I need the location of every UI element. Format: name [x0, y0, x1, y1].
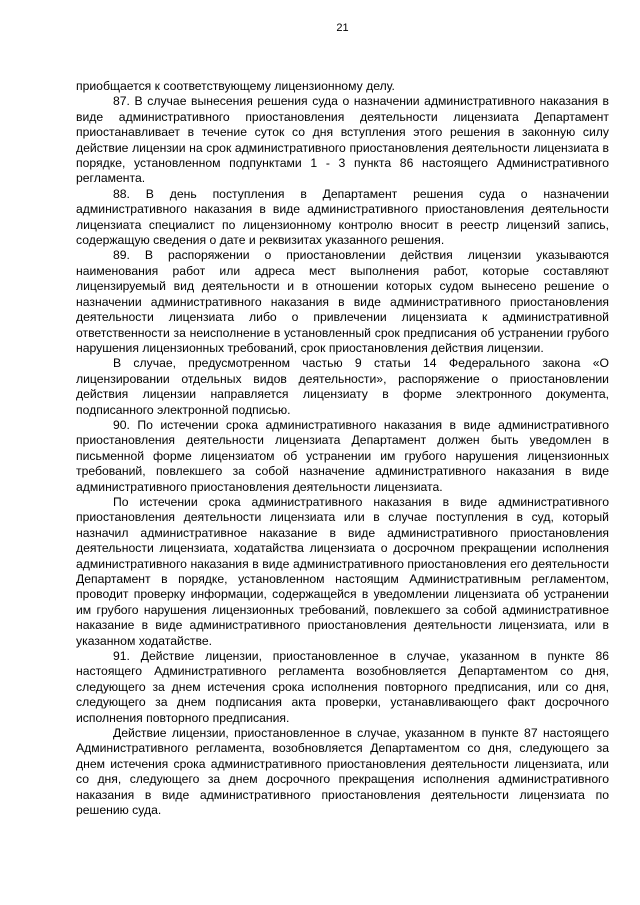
paragraph-continuation: приобщается к соответствующему лицензионному делу. — [76, 79, 395, 93]
page-number: 21 — [336, 22, 349, 34]
paragraph-87: 87. В случае вынесения решения суда о назначении административного наказания в виде административного приостановления деятельности лицензиата Департамент приостанавливает в течение суток со дня вступления этого решения в законную силу действие лицензии на срок административного приостановления деятельности лицензиата в порядке, установленном подпунктами 1 - 3 пункта 86 настоящего Административного регламента. — [76, 94, 609, 186]
paragraph-90: 90. По истечении срока административного наказания в виде административного приостановления деятельности лицензиата Департамент должен быть уведомлен в письменной форме лицензиатом об устранении им грубого нарушения лицензионных требований, повлекшего за собой назначение административного наказания в виде административного приостановления деятельности лицензиата. — [76, 417, 609, 494]
paragraph-89-electronic: В случае, предусмотренном частью 9 статьи 14 Федерального закона «О лицензировании отдельных видов деятельности», распоряжение о приостановлении действия лицензии направляется лицензиату в форме электронного документа, подписанного электронной подписью. — [76, 356, 609, 417]
paragraph-91: 91. Действие лицензии, приостановленное в случае, указанном в пункте 86 настоящего Административного регламента возобновляется Департаментом со дня, следующего за днем истечения срока исполнения повторного предписания, или со дня, следующего за днем подписания акта проверки, устанавливающего факт досрочного исполнения повторного предписания. — [76, 649, 609, 725]
paragraph-91-resumption: Действие лицензии, приостановленное в случае, указанном в пункте 87 настоящего Административного регламента, возобновляется Департаментом со дня, следующего за днем истечения срока административного приостановления деятельности лицензиата, или со дня, следующего за днем досрочного прекращения исполнения административного наказания в виде административного приостановления деятельности лицензиата по решению суда. — [76, 726, 609, 818]
document-body — [76, 79, 609, 819]
paragraph-88: 88. В день поступления в Департамент решения суда о назначении административного наказания в виде административного приостановления деятельности лицензиата специалист по лицензионному контролю вносит в реестр лицензий запись, содержащую сведения о дате и реквизитах указанного решения. — [76, 186, 609, 248]
paragraph-90-inspection: По истечении срока административного наказания в виде административного приостановления деятельности лицензиата или в случае поступления в суд, который назначил административное наказание в виде административного приостановления деятельности лицензиата, ходатайства лицензиата о досрочном прекращении исполнения административного наказания в виде административного приостановления его деятельности Департамент в порядке, установленном настоящим Административным регламентом, проводит проверку информации, содержащейся в уведомлении лицензиата об устранении им грубого нарушения лицензионных требований, повлекшего за собой административное наказание в виде административного приостановления деятельности лицензиата, или в указанном ходатайстве. — [76, 494, 609, 648]
paragraph-89: 89. В распоряжении о приостановлении действия лицензии указываются наименования работ или адреса мест выполнения работ, которые составляют лицензируемый вид деятельности и в отношении которых судом вынесено решение о назначении административного наказания в виде административного приостановления деятельности лицензиата либо о привлечении лицензиата к административной ответственности за неисполнение в установленный срок предписания об устранении грубого нарушения лицензионных требований, срок приостановления действия лицензии. — [76, 248, 609, 355]
